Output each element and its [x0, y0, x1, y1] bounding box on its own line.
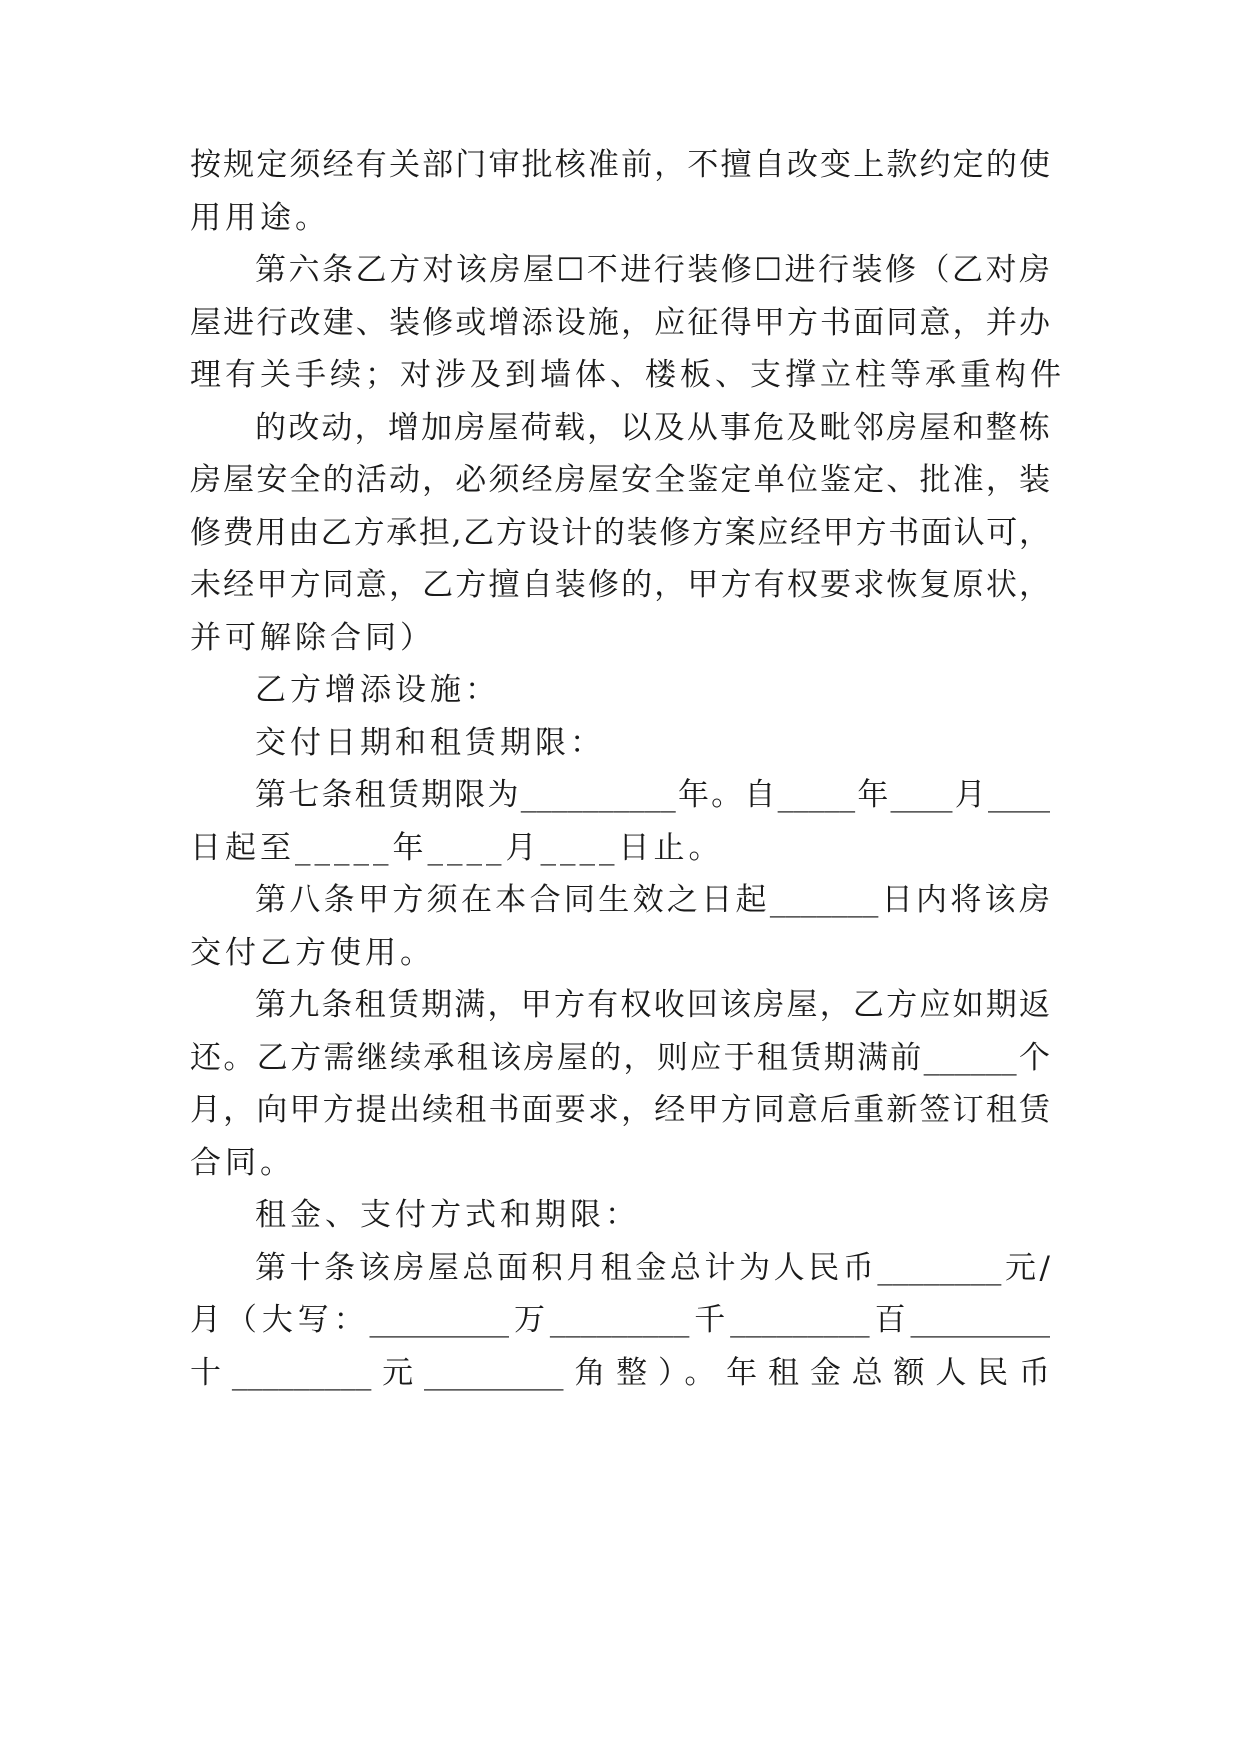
paragraph-line: 房屋安全的活动，必须经房屋安全鉴定单位鉴定、批准，装: [190, 462, 1050, 498]
paragraph-line: 屋进行改建、装修或增添设施，应征得甲方书面同意，并办: [190, 305, 1050, 341]
section-heading: 乙方增添设施：: [255, 672, 500, 708]
article-7-line: 第七条租赁期限为__________年。自_____年____月____: [255, 777, 1050, 813]
paragraph-line: 按规定须经有关部门审批核准前，不擅自改变上款约定的使: [190, 147, 1050, 183]
paragraph-line: 月，向甲方提出续租书面要求，经甲方同意后重新签订租赁: [190, 1092, 1050, 1128]
paragraph-line: 的改动，增加房屋荷载，以及从事危及毗邻房屋和整栋: [255, 410, 1050, 446]
article-9-line: 第九条租赁期满，甲方有权收回该房屋，乙方应如期返: [255, 987, 1050, 1023]
paragraph-line: 交付乙方使用。: [190, 935, 435, 971]
paragraph-line: 月（大写：_________万_________千_________百_________: [190, 1302, 1050, 1338]
paragraph-line: 理有关手续；对涉及到墙体、楼板、支撑立柱等承重构件: [190, 357, 1065, 393]
paragraph-line: 日起至_____年____月____日止。: [190, 830, 724, 866]
paragraph-line: 用用途。: [190, 200, 330, 236]
paragraph-line: 十_________元_________角整）。年租金总额人民币: [190, 1355, 1050, 1391]
paragraph-line: 未经甲方同意，乙方擅自装修的，甲方有权要求恢复原状，: [190, 567, 1050, 603]
paragraph-line: 还。乙方需继续承租该房屋的，则应于租赁期满前______个: [190, 1040, 1050, 1076]
paragraph-line: 并可解除合同）: [190, 620, 435, 656]
paragraph-line: 修费用由乙方承担,乙方设计的装修方案应经甲方书面认可，: [190, 515, 1050, 551]
section-heading: 租金、支付方式和期限：: [255, 1197, 640, 1233]
article-8-line: 第八条甲方须在本合同生效之日起_______日内将该房: [255, 882, 1050, 918]
section-heading: 交付日期和租赁期限：: [255, 725, 605, 761]
article-10-line: 第十条该房屋总面积月租金总计为人民币________元/: [255, 1250, 1050, 1286]
paragraph-line: 合同。: [190, 1145, 295, 1181]
article-6-line: 第六条乙方对该房屋☐不进行装修☐进行装修（乙对房: [255, 252, 1050, 288]
